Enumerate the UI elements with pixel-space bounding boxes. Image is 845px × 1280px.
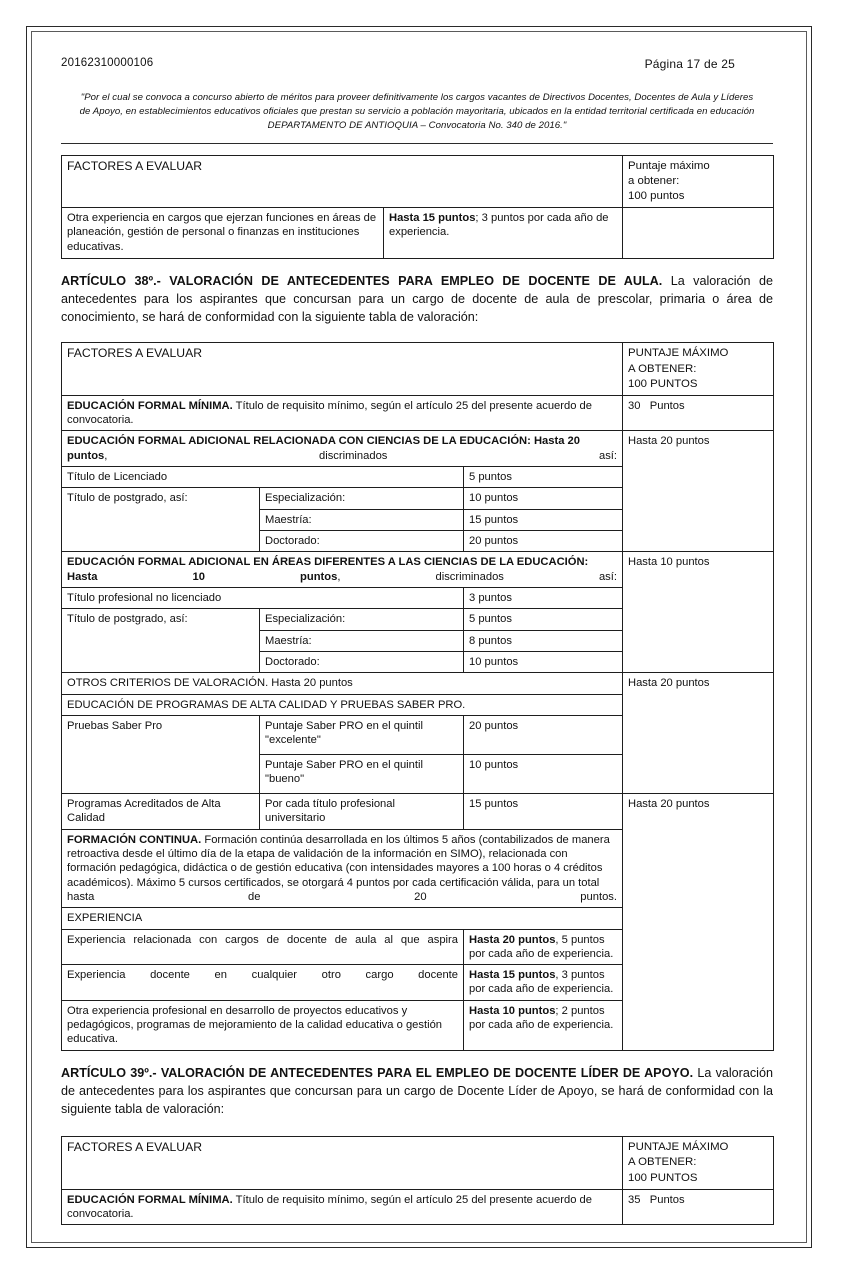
table-row bbox=[62, 207, 774, 258]
article-38-body: La valoración de antecedentes para los aspirantes que concursan para un cargo de docente de aula de prescolar, primaria o área de conocimiento, se hará de conformidad con la siguiente tabla de valoración: bbox=[61, 273, 773, 324]
article-39 bbox=[61, 1065, 773, 1119]
otros-criterios-heading: OTROS CRITERIOS DE VALORACIÓN. Hasta 20 puntos bbox=[62, 673, 623, 694]
experiencia-value-rest-1: , 3 puntos por cada año de experiencia. bbox=[469, 969, 614, 996]
preamble-text: "Por el cual se convoca a concurso abierto de méritos para proveer definitivamente los cargos vacantes de Directivos Docentes, Docentes de Aula y Líderes de Apoyo, en establecimientos educativos oficiales que prestan su servicio a población mayoritaria, ubicados en la entidad territorial certificada en educación DEPARTAMENTO DE ANTIOQUIA – Convocatoria No. 340 de 2016." bbox=[79, 92, 755, 131]
adicional-diferentes-sub-3: Doctorado: bbox=[260, 651, 464, 672]
saber-pro-desc-1: Puntaje Saber PRO en el quintil "bueno" bbox=[260, 754, 464, 793]
educacion-minima-text bbox=[62, 1189, 623, 1225]
page-content bbox=[61, 57, 773, 1225]
educacion-minima-text bbox=[62, 395, 623, 431]
col-header-puntaje bbox=[623, 155, 774, 207]
educacion-minima-rest: Título de requisito mínimo, según el artículo 25 del presente acuerdo de convocatoria. bbox=[67, 399, 592, 426]
adicional-diferentes-points-2: 8 puntos bbox=[464, 630, 623, 651]
puntaje-line-1: PUNTAJE MÁXIMO bbox=[628, 347, 729, 360]
experiencia-max: Hasta 20 puntos bbox=[623, 793, 774, 1050]
adicional-diferentes-label-1: Título de postgrado, así: bbox=[62, 609, 260, 673]
educacion-minima-bold: EDUCACIÓN FORMAL MÍNIMA. bbox=[67, 1193, 233, 1206]
article-39-title: ARTÍCULO 39º.- VALORACIÓN DE ANTECEDENTES PARA EL EMPLEO DE DOCENTE LÍDER DE APOYO. bbox=[61, 1065, 694, 1080]
article-39-body: La valoración de antecedentes para los aspirantes que concursan para un cargo de Docente Líder de Apoyo, se hará de conformidad con la siguiente tabla de valoración: bbox=[61, 1065, 773, 1116]
saber-pro-desc-0: Puntaje Saber PRO en el quintil "excelente" bbox=[260, 715, 464, 754]
experiencia-value-bold-2: Hasta 10 puntos bbox=[469, 1004, 556, 1017]
table-row bbox=[62, 673, 774, 694]
adicional-diferentes-bold: EDUCACIÓN FORMAL ADICIONAL EN ÁREAS DIFERENTES A LAS CIENCIAS DE LA EDUCACIÓN: Hasta 10 puntos bbox=[67, 556, 589, 583]
experiencia-heading: EXPERIENCIA bbox=[62, 908, 623, 929]
table-row bbox=[62, 431, 774, 467]
puntaje-line-1: Puntaje máximo bbox=[628, 159, 710, 172]
col-header-factores: FACTORES A EVALUAR bbox=[62, 155, 623, 207]
puntaje-line-2: A OBTENER: bbox=[628, 362, 697, 375]
table-row bbox=[62, 1137, 774, 1189]
table-docente-aula bbox=[61, 342, 774, 1050]
col-header-factores: FACTORES A EVALUAR bbox=[62, 343, 623, 395]
header-divider bbox=[61, 143, 773, 144]
programas-acreditados-label: Programas Acreditados de Alta Calidad bbox=[62, 793, 260, 829]
saber-pro-points-0: 20 puntos bbox=[464, 715, 623, 754]
educacion-minima-bold: EDUCACIÓN FORMAL MÍNIMA. bbox=[67, 399, 233, 412]
puntaje-line-3: 100 puntos bbox=[628, 189, 685, 202]
table-row bbox=[62, 1189, 774, 1225]
article-38-title: ARTÍCULO 38º.- VALORACIÓN DE ANTECEDENTES PARA EMPLEO DE DOCENTE DE AULA. bbox=[61, 273, 663, 288]
experiencia-value-1 bbox=[464, 965, 623, 1001]
adicional-ciencias-sub-1: Especialización: bbox=[260, 488, 464, 509]
adicional-ciencias-bold: EDUCACIÓN FORMAL ADICIONAL RELACIONADA CON CIENCIAS DE LA EDUCACIÓN: Hasta 20 puntos bbox=[67, 435, 580, 462]
educacion-minima-max: 30 Puntos bbox=[623, 395, 774, 431]
adicional-ciencias-points-2: 15 puntos bbox=[464, 509, 623, 530]
col-header-factores: FACTORES A EVALUAR bbox=[62, 1137, 623, 1189]
adicional-ciencias-label-0: Título de Licenciado bbox=[62, 466, 464, 487]
puntaje-line-3: 100 PUNTOS bbox=[628, 1171, 698, 1184]
table-row bbox=[62, 552, 774, 588]
programas-alta-calidad-heading: EDUCACIÓN DE PROGRAMAS DE ALTA CALIDAD Y PRUEBAS SABER PRO. bbox=[62, 694, 623, 715]
adicional-diferentes-label-0: Título profesional no licenciado bbox=[62, 587, 464, 608]
experiencia-label-2: Otra experiencia profesional en desarrollo de proyectos educativos y pedagógicos, programas de mejoramiento de la calidad educativa o gestión educativa. bbox=[62, 1000, 464, 1050]
page-number: Página 17 de 25 bbox=[644, 57, 735, 71]
puntaje-line-1: PUNTAJE MÁXIMO bbox=[628, 1141, 729, 1154]
adicional-diferentes-sub-2: Maestría: bbox=[260, 630, 464, 651]
adicional-ciencias-label-1: Título de postgrado, así: bbox=[62, 488, 260, 552]
factor-value-rest: ; 3 puntos por cada año de experiencia. bbox=[389, 211, 609, 239]
factor-value-bold: Hasta 15 puntos bbox=[389, 211, 476, 224]
table-row bbox=[62, 395, 774, 431]
adicional-diferentes-sub-1: Especialización: bbox=[260, 609, 464, 630]
table-row bbox=[62, 793, 774, 829]
puntaje-line-3: 100 PUNTOS bbox=[628, 377, 698, 390]
programas-acreditados-points: 15 puntos bbox=[464, 793, 623, 829]
puntaje-line-2: A OBTENER: bbox=[628, 1156, 697, 1169]
otros-criterios-max: Hasta 20 puntos bbox=[623, 673, 774, 794]
adicional-diferentes-rest: , discriminados así: bbox=[337, 570, 617, 583]
experiencia-value-0 bbox=[464, 929, 623, 965]
experiencia-label-1: Experiencia docente en cualquier otro cargo docente bbox=[62, 965, 464, 1001]
col-header-puntaje bbox=[623, 343, 774, 395]
table-row bbox=[62, 343, 774, 395]
adicional-diferentes-points-3: 10 puntos bbox=[464, 651, 623, 672]
adicional-diferentes-heading bbox=[62, 552, 623, 588]
adicional-ciencias-sub-3: Doctorado: bbox=[260, 530, 464, 551]
saber-pro-points-1: 10 puntos bbox=[464, 754, 623, 793]
experiencia-value-bold-0: Hasta 20 puntos bbox=[469, 933, 556, 946]
adicional-diferentes-points-0: 3 puntos bbox=[464, 587, 623, 608]
adicional-ciencias-points-0: 5 puntos bbox=[464, 466, 623, 487]
col-header-puntaje bbox=[623, 1137, 774, 1189]
table-directivos-continuation bbox=[61, 155, 774, 259]
factor-text: Otra experiencia en cargos que ejerzan funciones en áreas de planeación, gestión de personal o finanzas en instituciones educativas. bbox=[62, 207, 384, 258]
educacion-minima-rest: Título de requisito mínimo, según el artículo 25 del presente acuerdo de convocatoria. bbox=[67, 1193, 592, 1220]
puntaje-line-2: a obtener: bbox=[628, 174, 680, 187]
adicional-diferentes-points-1: 5 puntos bbox=[464, 609, 623, 630]
table-docente-lider-apoyo bbox=[61, 1136, 774, 1225]
experiencia-value-2 bbox=[464, 1000, 623, 1050]
experiencia-value-rest-2: ; 2 puntos por cada año de experiencia. bbox=[469, 1004, 614, 1032]
table-row bbox=[62, 155, 774, 207]
article-38 bbox=[61, 273, 773, 327]
programas-acreditados-desc: Por cada título profesional universitario bbox=[260, 793, 464, 829]
adicional-diferentes-max: Hasta 10 puntos bbox=[623, 552, 774, 673]
adicional-ciencias-rest: , discriminados así: bbox=[104, 449, 617, 462]
factor-max bbox=[623, 207, 774, 258]
saber-pro-label: Pruebas Saber Pro bbox=[62, 715, 260, 793]
adicional-ciencias-max: Hasta 20 puntos bbox=[623, 431, 774, 552]
experiencia-value-bold-1: Hasta 15 puntos bbox=[469, 969, 556, 982]
formacion-continua-bold: FORMACIÓN CONTINUA. bbox=[67, 833, 202, 846]
adicional-ciencias-sub-2: Maestría: bbox=[260, 509, 464, 530]
adicional-ciencias-points-1: 10 puntos bbox=[464, 488, 623, 509]
educacion-minima-max: 35 Puntos bbox=[623, 1189, 774, 1225]
experiencia-label-0: Experiencia relacionada con cargos de docente de aula al que aspira bbox=[62, 929, 464, 965]
adicional-ciencias-heading bbox=[62, 431, 623, 467]
formacion-continua-rest: Formación continúa desarrollada en los últimos 5 años (contabilizados de manera retroactiva desde el último día de la etapa de validación de la información en SIMO), relacionada con formación pedagógica, didáctica o de gestión educativa (con intensidades mayores a 100 horas o 4 créditos académicos). Máximo 5 cursos certificados, se otorgará 4 puntos por cada certificación válida, para un total hasta de 20 puntos. bbox=[67, 833, 617, 903]
experiencia-value-rest-0: , 5 puntos por cada año de experiencia. bbox=[469, 933, 614, 960]
factor-value bbox=[384, 207, 623, 258]
page-header bbox=[61, 57, 773, 71]
document-number: 20162310000106 bbox=[61, 57, 154, 69]
adicional-ciencias-points-3: 20 puntos bbox=[464, 530, 623, 551]
formacion-continua-text bbox=[62, 829, 623, 908]
